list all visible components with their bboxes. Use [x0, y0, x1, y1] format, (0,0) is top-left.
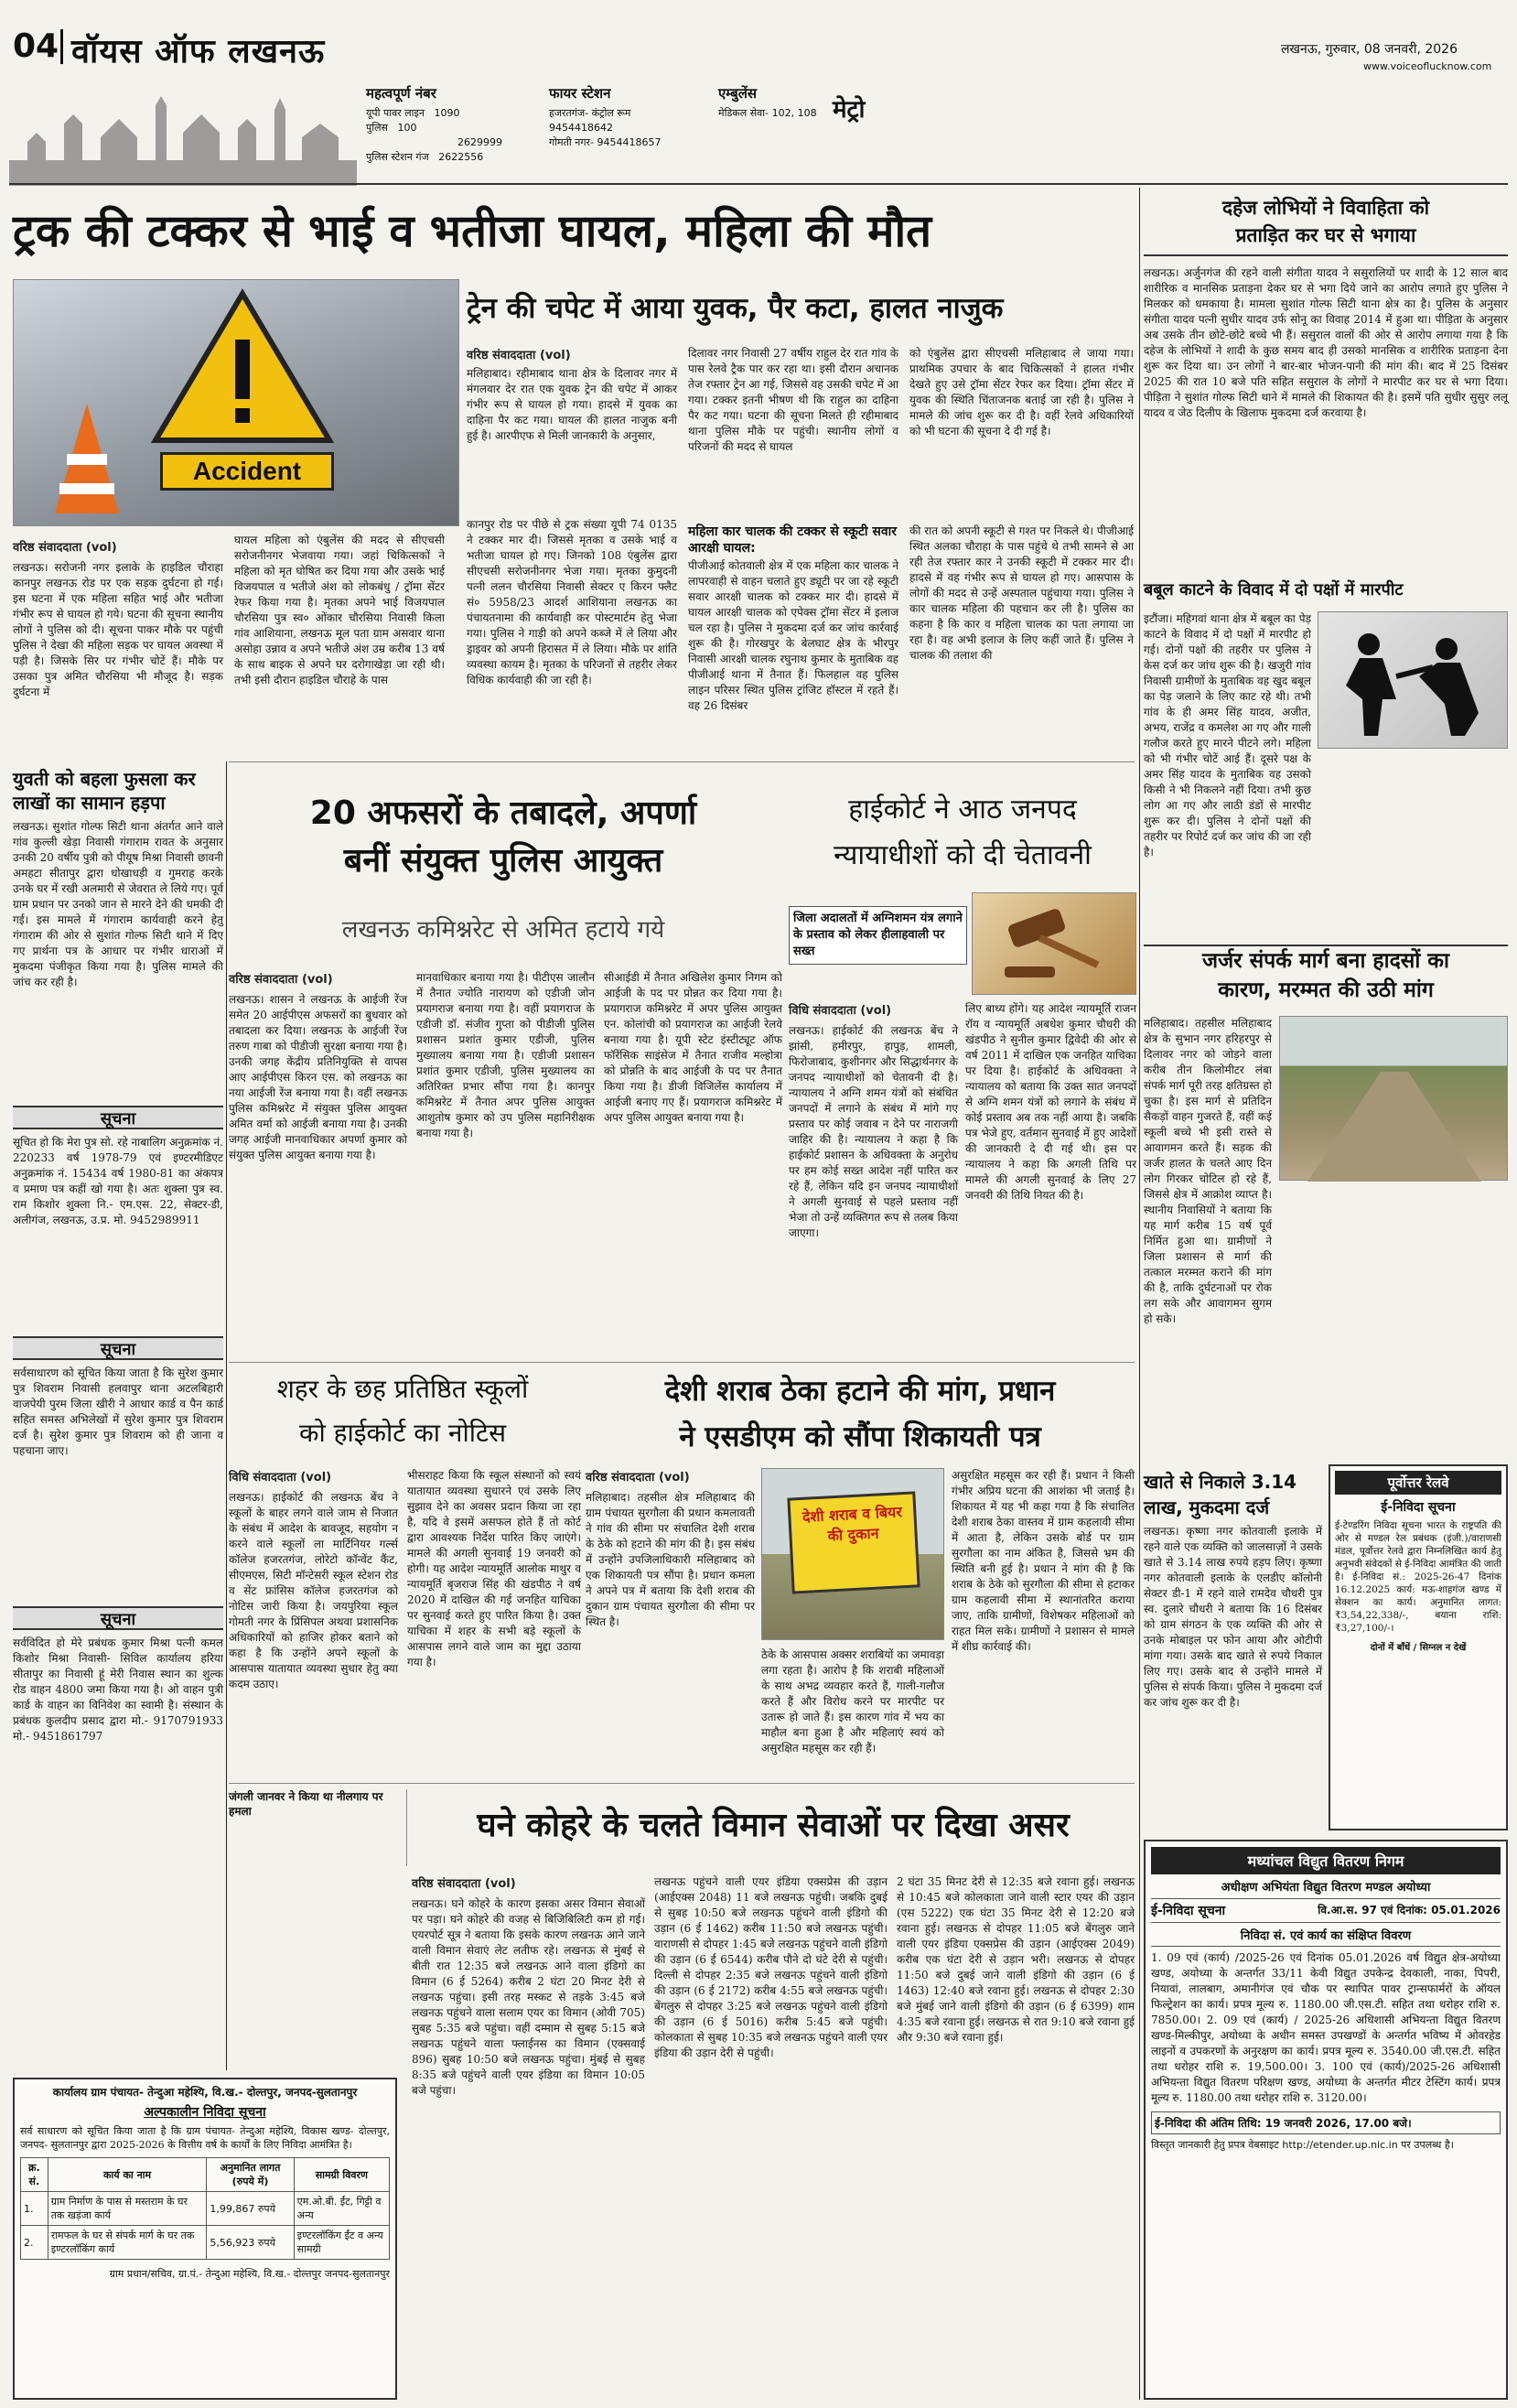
road-headline-box	[1144, 945, 1508, 1009]
column-rule	[226, 761, 227, 2070]
ambulance	[718, 84, 846, 121]
table-cell: रामफल के घर से संपर्क मार्ग के घर तक इण्टरलॉकिंग कार्य	[48, 2226, 207, 2260]
fog-col-2: लखनऊ पहुंचने वाली एयर इंडिया एक्सप्रेस की उड़ान (आईएक्स 2048) 11 बजे लखनऊ पहुंची। जबकि दुबई से सुबह 10:50 बजे लखनऊ पहुंचने वाली इंडिगो की उड़ान (6 ई 1462) करीब 11:50 बजे लखनऊ पहुंची। वाराणसी से दोपहर 1:45 बजे लखनऊ पहुंचने वाली इंडिगो की उड़ान (6 ई 6544) करीब पौने दो घंटे देरी से पहुंची। दिल्ली से दोपहर 2:35 बजे लखनऊ पहुंचने वाली इंडिगो की उड़ान (6 ई 2172) करीब 4:55 बजे लखनऊ पहुंची। बेंगलुरु से दोपहर 3:25 बजे लखनऊ पहुंचने वाली इंडिगो की उड़ान (6 ई 5016) करीब 5:45 बजे पहुंची। कोलकाता से सुबह 10:35 बजे लखनऊ पहुंचने वाली एयर इंडिया की उड़ान देरी से पहुंची।	[654, 1875, 888, 2059]
liquor-credit: वरिष्ठ संवाददाता (vol)	[586, 1471, 690, 1485]
railway-title: ई-निविदा सूचना	[1381, 1500, 1456, 1515]
hc-judges-credit: विधि संवाददाता (vol)	[789, 1004, 892, 1018]
schools-credit: विधि संवाददाता (vol)	[229, 1471, 332, 1485]
masthead-rule	[9, 183, 1508, 185]
tender-title: कार्यालय ग्राम पंचायत- तेन्दुआ महेश्यि, वि.ख.- दोल्तपुर, जनपद-सुलतानपुर	[52, 2086, 358, 2099]
tender-footer: ग्राम प्रधान/सचिव, ग्रा.पं.- तेन्दुआ महेश्यि, वि.ख.- दोल्तपुर जनपद-सुलतानपुर	[109, 2268, 390, 2280]
liquor-sign	[787, 1491, 920, 1593]
scooty-col-2: की रात को अपनी स्कूटी से गश्त पर निकले थे। पीजीआई स्थित अलका चौराहा के पास पहुंचे थे तभी सामने से आ रही तेज रफ्तार कार ने उनकी स्कूटी में टक्कर मार दी। हादसे में वह गंभीर रूप से घायल हो गए। आसपास के लोगों की मदद से उन्हें अस्पताल पहुंचाया गया। पुलिस ने कार चालक महिला की पहचान कर ली है। पुलिस का कहना है कि कार व महिला चालक का पता लगाया जा रहा है। वह अभी इलाज के लिए कहीं जाते हैं। पुलिस ने चालक की तलाश की	[909, 524, 1134, 662]
train-col-2: दिलावर नगर निवासी 27 वर्षीय राहुल देर रात गांव के पास रेलवे ट्रैक पार कर रहा था। इसी दौरान अचानक तेज रफ्तार ट्रेन आ गई, जिससे वह उसकी चपेट में आ गया। टक्कर इतनी भीषण थी कि राहुल का दाहिना पैर कट गया। घटना की सूचना मिलते ही रहीमाबाद थाना पुलिस मौके पर पहुंची। स्थानीय लोगों व परिजनों की मदद से घायल	[688, 347, 898, 453]
transfers-credit: वरिष्ठ संवाददाता (vol)	[229, 973, 333, 987]
dowry-headline-2: प्रताड़ित कर घर से भगाया	[1235, 224, 1416, 246]
lead-headline: ट्रक की टक्कर से भाई व भतीजा घायल, महिला की मौत	[13, 205, 932, 257]
power-foot: विस्तृत जानकारी हेतु प्रपत्र वेबसाइट http://etender.up.nic.in पर उपलब्ध है।	[1151, 2139, 1454, 2151]
scooty-headline: महिला कार चालक की टक्कर से स्कूटी सवार आरक्षी घायल:	[688, 524, 898, 556]
divider	[229, 1783, 1135, 1784]
warning-sign-icon	[151, 289, 334, 445]
section-name: मेट्रो	[833, 96, 866, 124]
train-col-1: मलिहाबाद। रहीमाबाद थाना क्षेत्र के दिलावर नगर में मंगलवार देर रात एक युवक ट्रेन की चपेट में आकर गंभीर रूप से घायल हो गया। हादसे में युवक का दाहिना पैर कट गया। घायल की हालत नाजुक बनी हुई है। आरपीएफ से मिली जानकारी के अनुसार,	[467, 367, 677, 442]
number-row: यूपी पावर लाइन 1090	[366, 107, 460, 119]
hc-judges-headline-2: न्यायाधीशों को दी चेतावनी	[834, 839, 1092, 871]
fog-col-1: लखनऊ। घने कोहरे के कारण इसका असर विमान सेवाओं पर पड़ा। घने कोहरे की वजह से बिजिबिलिटी कम हो गई। एयरपोर्ट सूत्र ने बताया कि इसके कारण लखनऊ आने जाने वाली विमान सेवाएं लेट लतीफ रहे। लखनऊ से मुंबई से बीती रात 12:35 बजे लखनऊ आने वाला इंडिगो का विमान (6 ई 5264) करीब 2 घंटा 20 मिनट देरी से लखनऊ पहुंचा। इसी तरह मस्कट से तड़के 3:45 बजे लखनऊ पहुंचने वाला सलाम एयर का विमान (ओवी 705) सुबह 5:35 बजे पहुंचा। वहीं दम्माम से सुबह 5:15 बजे लखनऊ पहुंचने वाला फ्लाईनस का विमान (एक्सवाई 896) सुबह 10:50 बजे लखनऊ पहुंचा। मुंबई से सुबह 8:35 बजे पहुंचने वाली एयर इंडिया का विमान 10:05 बजे पहुंचा।	[412, 1897, 645, 2097]
liquor-col-2: ठेके के आसपास अक्सर शराबियों का जमावड़ा लगा रहता है। आरोप है कि शराबी महिलाओं के साथ अभद्र व्यवहार करते हैं, गाली-गलौज करते हैं और विरोध करने पर मारपीट पर उतारू हो जाते हैं। इस कारण गांव में भय का माहौल बना हुआ है और महिलाएं स्वयं को असुरक्षित महसूस कर रही हैं।	[761, 1648, 944, 1755]
table-cell: ग्राम निर्माण के पास से मस्तराम के घर तक खड़ंजा कार्य	[48, 2192, 207, 2226]
liquor-shop-image	[761, 1468, 944, 1640]
transfers-subhead: लखनऊ कमिश्नरेट से अमित हटाये गये	[341, 916, 665, 944]
tender-col-header: सामग्री विवरण	[294, 2158, 389, 2192]
website: www.voiceoflucknow.com	[1363, 60, 1492, 72]
ambulance-title: एम्बुलेंस	[718, 85, 758, 102]
railway-body: ई-टेण्डरिंग निविदा सूचना भारत के राष्ट्रपति की ओर से मण्डल रेल प्रबंधक (इंजी.)/वाराणसी मंडल, पूर्वोत्तर रेलवे द्वारा निम्नलिखित कार्य हेतु अनुभवी संवेदकों से ई-निविदा आमंत्रित की जाती है। ई-निविदा सं.: 2025-26-47 दिनांक 16.12.2025 कार्य: मऊ-शाहगंज खण्ड में सेक्शन का कार्य। अनुमानित लागत: ₹3,54,22,338/-, बयाना राशि: ₹3,27,100/-।	[1335, 1520, 1501, 1634]
accident-image	[13, 279, 459, 526]
account-headline-2: लाख, मुकदमा दर्ज	[1144, 1496, 1270, 1518]
train-col-3: को एंबुलेंस द्वारा सीएचसी मलिहाबाद ले जाया गया। प्राथमिक उपचार के बाद चिकित्सकों ने हालत गंभीर देखते हुए उसे ट्रॉमा सेंटर रेफर कर दिया। ट्रॉमा सेंटर में युवक की स्थिति चिंताजनक बताई जा रही है। पुलिस ने मामले की जांच शुरू कर दी है। वहीं रेलवे अधिकारियों को भी घटना की सूचना दे दी गई है।	[909, 347, 1134, 437]
traffic-cone-icon	[50, 399, 124, 518]
railway-footer: दोनों में बाँधें / सिग्नल न देखें	[1370, 1643, 1467, 1653]
power-body: 1. 09 एवं (कार्य) /2025-26 एवं दिनांक 05.01.2026 वर्ष विद्युत क्षेत्र-अयोध्या खण्ड, अयोध्या के अन्तर्गत 33/11 केवी विद्युत उपकेन्द्र देवकाली, नाका, पिपरी, नियावां, लालबाग, अमानीगंज एवं चौक पर स्थापित पावर ट्रान्सफार्मरों के ऑयल फिल्ट्रेशन का कार्य। प्रपत्र मूल्य रु. 1180.00 जी.एस.टी. सहित तथा धरोहर राशि रु. 7850.00। 2. 09 एवं (कार्य) / 2025-26 अधिशासी अभियन्ता विद्युत वितरण खण्ड-मिल्कीपुर, अयोध्या के अधीन समस्त उपखण्डों के अन्तर्गत भविष्य में ओवरहेड लाइनों व उपकरणों के अनुरक्षण का कार्य। प्रपत्र मूल्य रु. 3540.00 जी.एस.टी. सहित तथा धरोहर राशि रु. 19,500.00। 3. 100 एवं (कार्य)/2025-26 अधिशासी अभियन्ता विद्युत वितरण परिक्षण खण्ड, अयोध्या के अन्तर्गत मीटर टेस्टिंग कार्य। प्रपत्र मूल्य रु. 1180.00 तथा धरोहर राशि रु. 3120.00।	[1151, 1951, 1501, 2104]
train-headline: ट्रेन की चपेट में आया युवक, पैर कटा, हालत नाजुक	[467, 292, 1004, 325]
column-rule	[1139, 188, 1140, 2400]
gavel-icon	[1000, 907, 1110, 980]
schools-col-1: लखनऊ। हाईकोर्ट की लखनऊ बेंच ने स्कूलों के बाहर लगने वाले जाम से निजात के संबंध में आदेश के बावजूद, सहयोग न करने वाले स्कूलों ला मार्टिनियर गर्ल्स कॉलेज हजरतगंज, लोरेटो कॉन्वेंट कैंट, सीएमएस, सिटी मॉन्टेसरी स्कूल स्टेशन रोड व सेंट फ्रांसिस कॉलेज हजरतगंज को नोटिस जारी किया है। जयपुरिया स्कूल गोमती नगर के प्रिंसिपल अथवा प्रशासनिक अधिकारियों को हाजिर होकर बताने को कहा है कि उन्होंने अपने स्कूलों के आसपास यातायात व्यवस्था सुधार हेतु क्या कदम उठाए।	[229, 1491, 398, 1690]
schools-headline-2: को हाईकोर्ट का नोटिस	[298, 1418, 507, 1448]
power-sub2: निविदा सं. एवं कार्य का संक्षिप्त विवरण	[1151, 1927, 1501, 1947]
liquor-col-1: मलिहाबाद। तहसील क्षेत्र मलिहाबाद की ग्राम पंचायत सुरगौला की प्रधान कमलावती ने गांव की सीमा पर संचालित देशी शराब के ठेके को हटाने की मांग की है। इस संबंध में उन्होंने उपजिलाधिकारी मलिहाबाद को एक शिकायती पत्र सौंपा है। प्रधान कमला ने अपने पत्र में बताया कि देशी शराब की दुकान ग्राम पंचायत सुरगौला की सीमा पर स्थित है।	[586, 1491, 755, 1628]
city-skyline-icon	[9, 87, 357, 186]
paper-name: वॉयस ऑफ लखनऊ	[71, 33, 326, 70]
number-row: पुलिस स्टेशन गंज 2622556	[366, 151, 484, 163]
fire-station-title: फायर स्टेशन	[549, 85, 611, 102]
liquor-headline-1: देशी शराब ठेका हटाने की मांग, प्रधान	[664, 1375, 1056, 1408]
notice-heading-2	[13, 1336, 223, 1360]
tender-col-header: क्र. सं.	[21, 2158, 48, 2192]
transfers-col-3: सीआईडी में तैनात अखिलेश कुमार निगम को आईजी के पद पर प्रोन्नत कर दिया गया है। प्रयागराज कमिश्नरेट में अपर पुलिस आयुक्त एन. कोलांची को प्रयागराज का आईजी रेलवे बनाया गया है। यूपी स्टेट इंस्टीट्यूट ऑफ फॉरेंसिक साइंसेज में तैनात राजीव मल्होत्रा को प्रोन्नति के बाद आईजी के पद पर तैनात किया गया है। डीजी विजिलेंस कार्यालय में आईजी बनाए गए हैं। प्रयागराज कमिश्नरेट में अपर पुलिस आयुक्त बनाया गया है।	[604, 971, 782, 1124]
important-numbers-title: महत्वपूर्ण नंबर	[366, 85, 436, 102]
lead-credit: वरिष्ठ संवाददाता (vol)	[13, 541, 117, 555]
tree-body: इटौंजा। महिगवां थाना क्षेत्र में बबूल का पेड़ काटने के विवाद में दो पक्षों में मारपीट हो गई। दोनों पक्षों की तहरीर पर पुलिस ने केस दर्ज कर जांच शुरू की है। खजुरी गांव निवासी ग्रामीणों के मुताबिक वह खुद बबूल का पेड़ जलाने के लिए काट रहे थी। तभी गांव के ही अमर सिंह यादव, अजीत, अभय, राजेंद्र व कमलेश आ गए और गाली गलौज करते हुए मारने पीटने लगे। महिला को भी गंभीर चोटें आई हैं। दूसरे पक्ष के अमर सिंह यादव के मुताबिक वह उसको किसी ने भी निकलने नहीं दिया। तभी कुछ लोग आ गए और लाठी डंडों से मारपीट शुरू कर दी। पुलिस ने दोनों पक्षों की तहरीर पर रिपोर्ट दर्ज कर जांच की जा रही है।	[1144, 612, 1311, 858]
tree-headline: बबूल काटने के विवाद में दो पक्षों में मारपीट	[1144, 580, 1404, 599]
tender-sub: अल्पकालीन निविदा सूचना	[144, 2105, 266, 2120]
fight-image	[1318, 611, 1508, 749]
table-cell: 1,99,867 रुपये	[207, 2192, 294, 2226]
liquor-col-3: असुरक्षित महसूस कर रही हैं। प्रधान ने किसी गंभीर अप्रिय घटना की आशंका भी जताई है। शिकायत में यह भी कहा गया है कि संचालित देशी शराब ठेका वास्तव में ग्राम कहलावी सीमा में आता है, लेकिन उसके बोर्ड पर ग्राम सुरगौला का नाम अंकित है, जिससे भ्रम की स्थिति बनी हुई है। प्रधान ने मांग की है कि शराब के ठेके को सुरगौला की सीमा से हटाकर ग्राम कहलावी सीमा में स्थानांतरित कराया जाए, ताकि ग्रामीणों, विशेषकर महिलाओं को राहत मिल सके। ग्रामीणों ने प्रशासन से मामले में शीघ्र कार्रवाई की।	[952, 1469, 1135, 1653]
tender-table	[20, 2157, 390, 2260]
notice-2: सर्वसाधारण को सूचित किया जाता है कि सुरेश कुमार पुत्र शिवराम निवासी हलवापुर थाना अटलबिहारी वाजपेयी पुरम जिला खीरी ने आधार कार्ड व पैन कार्ड सहित समस्त अभिलेखों में सुरेश कुमार पुत्र शिवराम दर्ज है। सुरेश कुमार पुत्र शिवराम को ही जाना व पहचाना जाए।	[13, 1366, 223, 1457]
dowry-headline-box	[1144, 194, 1508, 256]
power-sub: अधीक्षण अभियंता विद्युत वितरण मण्डल अयोध्या	[1221, 1881, 1431, 1895]
fire-station	[549, 84, 714, 150]
gavel-image	[972, 892, 1136, 995]
masthead-divider	[60, 29, 63, 64]
table-cell: इण्टरलॉकिंग ईंट व अन्य सामग्री	[294, 2226, 389, 2260]
table-cell: एम.ओ.बी. ईंट, गिट्टी व अन्य	[294, 2192, 389, 2226]
page-number: 04	[13, 27, 59, 65]
liquor-sign-text: देशी शराब व बियर की दुकान	[802, 1503, 903, 1545]
ambulance-line: मेडिकल सेवा- 102, 108	[718, 107, 817, 119]
transfers-headline-1: 20 अफसरों के तबादले, अपर्णा	[309, 794, 697, 832]
schools-col-2: भीसराहट किया कि स्कूल संस्थानों को स्वयं यातायात व्यवस्था सुधारने एवं उसके लिए सुझाव देने का अवसर प्रदान किया जा रहा है, यदि वे इसमें असफल होते हैं तो कोर्ट द्वारा आवश्यक निर्देश पारित किए जाएंगे। मामले की अगली सुनवाई 19 जनवरी को होगी। यह आदेश न्यायमूर्ति आलोक माथुर व न्यायमूर्ति बृजराज सिंह की खंडपीठ ने वर्ष 2020 में दाखिल की गई जनहित याचिका पर सुनवाई करते हुए पारित किया है। उक्त याचिका में शहर के सभी बड़े स्कूलों के आसपास लगने वाले जाम का मुद्दा उठाया गया है।	[407, 1469, 581, 1668]
scooty-col-1: पीजीआई कोतवाली क्षेत्र में एक महिला कार चालक ने लापरवाही से वाहन चलाते हुए ड्यूटी पर जा रहे स्कूटी सवार आरक्षी चालक को टक्कर मार दी। हादसे में घायल आरक्षी चालक को एपेक्स ट्रॉमा सेंटर में इलाज चल रहा है। पुलिस ने मुकदमा दर्ज कर जांच कार्रवाई शुरू की है। गोरखपुर के बेलघाट क्षेत्र के भीरपुर निवासी आरक्षी चालक रघुनाथ कुमार के मुताबिक वह पीजीआई थाना में तैनात हैं। फिलहाल वह पुलिस लाइन परिसर स्थित पुलिस ट्रांजिट हॉस्टल में रहते हैं। वह 26 दिसंबर	[688, 559, 898, 712]
accident-label: Accident	[160, 452, 334, 491]
promise-body: लखनऊ। सुशांत गोल्फ सिटी थाना अंतर्गत आने वाले गांव कुल्ली खेड़ा निवासी गंगाराम रावत के अनुसार उनकी 20 वर्षीय पुत्री को पीयूष मिश्रा निवासी छावनी अमहटा सीतापुर द्वारा धोखाधड़ी व गुमराह करके उनके घर में रखी अलमारी से जेवरात ले लिये गए। पूर्व ग्राम प्रधान पर उनको जान से मारने देने की धमकी दी गई। इस मामले में गंगाराम कार्यवाही करने हेतु गंगाराम की ओर से सुशांत गोल्फ सिटी थाने में दिए गए प्रार्थना पत्र के आधार पर गंभीर धाराओं में मुकदमा पंजीकृत किया गया है। पुलिस मामले की जांच कर रही है।	[13, 820, 223, 988]
transfers-col-2: मानवाधिकार बनाया गया है। पीटीएस जालौन में तैनात ज्योति नारायण को एडीजी जोन प्रयागराज बनाया गया है। वहीं प्रयागराज के एडीजी डॉ. संजीव गुप्ता को पीडीजी पुलिस प्रशासन प्रशांत कुमार एडीजी, पुलिस मुख्यालय बनाया गया है। एडीजी प्रशासन प्रशांत कुमार एडीजी, पुलिस मुख्यालय का अतिरिक्त प्रभार सौंपा गया है। कानपुर कमिश्नरेट में तैनात अपर पुलिस आयुक्त आशुतोष कुमार को उप पुलिस महानिरीक्षक बनाया गया है।	[416, 971, 595, 1139]
fog-credit: वरिष्ठ संवाददाता (vol)	[412, 1877, 516, 1891]
masthead	[0, 0, 1517, 188]
lead-col-1: लखनऊ। सरोजनी नगर इलाके के हाइडिल चौराहा कानपुर लखनऊ रोड पर एक सड़क दुर्घटना हो गई। इस घटना में एक महिला सहित भाई और भतीजा गंभीर रूप से घायल हो गये। घटना की सूचना स्थानीय लोगों ने पुलिस को दी। सूचना पाकर मौके पर पहुंची पुलिस ने देखा की महिला सड़क पर घायल अवस्था में पड़ी है। जिसके सिर पर गंभीर चोटें हैं। मौके पर उसका पुत्र अमित चौरसिया भी मौजूद है। सड़क दुर्घटना में	[13, 561, 223, 698]
promise-headline: युवती को बहला फुसला कर लाखों का सामान हड़पा	[13, 768, 196, 814]
hc-caption: जिला अदालतों में अग्निशमन यंत्र लगाने के प्रस्ताव को लेकर हीलाहवाली पर सख्त	[789, 906, 967, 965]
number-row: 2629999	[457, 136, 502, 148]
road-body-1: मलिहाबाद। तहसील मलिहाबाद क्षेत्र के सुभान नगर हरिहरपुर से दिलावर नगर को जोड़ने वाला करीब तीन किलोमीटर लंबा संपर्क मार्ग पूरी तरह क्षतिग्रस्त हो चुका है। इस मार्ग से प्रतिदिन सैकड़ों वाहन गुजरते हैं, वहीं कई स्कूली बच्चे भी इसी रास्ते से आवागमन करते हैं। सड़क की जर्जर हालत के चलते आए दिन लोग गिरकर चोटिल हो रहे हैं, जिससे क्षेत्र में आक्रोश व्याप्त है। स्थानीय निवासियों ने बताया कि यह मार्ग करीब 15 वर्ष पूर्व निर्मित हुआ था। ग्रामीणों ने जिला प्रशासन से मार्ग की तत्काल मरम्मत कराने की मांग की है, ताकि दुर्घटनाओं पर रोक लग सके और आवागमन सुगम हो सके।	[1144, 1017, 1272, 1325]
table-row	[21, 2192, 390, 2226]
divider	[229, 1362, 1135, 1363]
railway-org: पूर्वोत्तर रेलवे	[1335, 1471, 1501, 1495]
hc-judges-col-1: लखनऊ। हाईकोर्ट की लखनऊ बेंच ने झांसी, हमीरपुर, हापुड़, शामली, फिरोजाबाद, कुशीनगर और सिद्धार्थनगर के जनपद न्यायाधीशों को चेतावनी दी है। न्यायालय ने अग्नि शमन यंत्रों को संबंधित जनपदों में लगाने के संबंध में मांगे गए प्रस्ताव पर कोई जवाब न देने पर नाराजगी जाहिर की है। न्यायालय ने कहा है कि हाईकोर्ट प्रशासन के अधिवक्ता के अनुरोध पर हम कोई सख्त आदेश नहीं पारित कर रहे हैं, लेकिन यदि इन जनपद न्यायाधीशों ने अगली सुनवाई से पहले प्रस्ताव नहीं भेजा तो उन्हें व्यक्तिगत रूप से तलब किया जाएगा।	[789, 1024, 958, 1239]
table-row	[21, 2226, 390, 2260]
panchayat-tender-notice	[13, 2078, 397, 2400]
notice-1: सूचित हो कि मेरा पुत्र सो. रहे नाबालिग अनुक्रमांक नं. 220233 वर्ष 1978-79 एवं इण्टरमीडिएट अनुक्रमांक नं. 15434 वर्ष 1980-81 का अंकपत्र व प्रमाण पत्र कहीं खो गया है। अतः शुक्ला पुत्र स्व. राम किशोर शुक्ला नि.- एम.एस. 22, सेक्टर-डी, अलीगंज, लखनऊ, उ.प्र. मो. 9452989911	[13, 1136, 223, 1226]
tender-table-header	[21, 2158, 390, 2192]
power-title: ई-निविदा सूचना	[1151, 1904, 1226, 1918]
table-cell: 5,56,923 रुपये	[207, 2226, 294, 2260]
transfers-col-1: लखनऊ। शासन ने लखनऊ के आईजी रेंज समेत 20 आईपीएस अफसरों का बुधवार को तबादला कर दिया। लखनऊ के आईजी रेंज तरुण गाबा को पीडीजी सुरक्षा बनाया गया है। उनकी जगह केंद्रीय प्रतिनियुक्ति से वापस आए आईपीएस किरन एस. को लखनऊ का नया आईजी रेंज बनाया गया है। वहीं लखनऊ पुलिस कमिश्नरेट में संयुक्त पुलिस आयुक्त अमित वर्मा को आईजी बनाया गया है। उनकी जगह आईजी मानवाधिकार अपर्णा कुमार को संयुक्त पुलिस आयुक्त बनाया गया है।	[229, 993, 407, 1161]
dowry-headline-1: दहेज लोभियों ने विवाहिता को	[1221, 197, 1430, 219]
important-numbers	[366, 84, 540, 165]
notice-title: सूचना	[100, 1610, 136, 1629]
table-cell: 1.	[21, 2192, 48, 2226]
fire-line: 9454418642	[549, 122, 613, 134]
fog-col-3: 2 घंटा 35 मिनट देरी से 12:35 बजे रवाना हुई। लखनऊ से 10:45 बजे कोलकाता जाने वाली स्टार एयर की उड़ान (एस 5222) एक घंटा 35 मिनट देरी से 12:20 बजे रवाना हुई। लखनऊ से दोपहर 11:05 बजे बेंगलुरु जाने वाली एयर इंडिया एक्सप्रेस की उड़ान (आईएक्स 2049) करीब एक घंटा देरी से उड़ान भरी। लखनऊ से दोपहर 11:50 बजे दुबई जाने वाली इंडिगो की उड़ान (6 ई 1463) 12:40 बजे रवाना हुई। लखनऊ से दोपहर 2:30 बजे मुंबई जाने वाली इंडिगो की उड़ान (6 ई 6399) शाम 4:35 बजे रवाना हुई। लखनऊ से रात 9:10 बजे रवाना हुई और 9:30 बजे रवाना हुई।	[897, 1875, 1135, 2044]
railway-tender-notice	[1329, 1464, 1508, 1830]
hc-judges-headline-1: हाईकोर्ट ने आठ जनपद	[848, 794, 1077, 826]
tender-col-header: अनुमानित लागत (रुपये में)	[207, 2158, 294, 2192]
table-cell: 2.	[21, 2226, 48, 2260]
power-ref: वि.आ.स. 97 एवं दिनांक: 05.01.2026	[1318, 1904, 1501, 1917]
fire-line: हजरतगंज- कंट्रोल रूम	[549, 107, 631, 119]
notice-3: सर्वविदित हो मेरे प्रबंधक कुमार मिश्रा पत्नी कमल किशोर मिश्रा निवासी- सिविल कार्यालय हरिया सीतापुर का निवासी हूं मेरी निवास स्थान का शुल्क रोड वाहन 4800 जमा किया गया है। ओ वाहन पुत्री कार्ड के वाहन का विनिवेश का स्वामी है। संस्थान के प्रबंधक कुलदीप प्रसाद द्वारा मो.- 9170791933 मो.- 9451861797	[13, 1636, 223, 1743]
issue-date: लखनऊ, गुरुवार, 08 जनवरी, 2026	[1281, 42, 1458, 57]
lead-col-2: घायल महिला को एंबुलेंस की मदद से सीएचसी सरोजनीनगर भेजवाया गया। जहां चिकित्सकों ने महिला को मृत घोषित कर दिया गया और उसके भाई विजयपाल व भतीजे अंश को लोकबंधु / ट्रॉमा सेंटर रेफर किया गया है। मृतका अपने भाई विजयपाल चौरसिया पुत्र स्व० ओंकार चौरसिया निवासी किला गांव आशियाना, लखनऊ मूल पता ग्राम असवार थाना असोहा उन्नाव व अपने भतीजे अंश उम्र करीब 13 वर्ष के साथ बाइक से अपने घर दरोगाखेड़ा जा रही थी। तभी इसी दौरान हाइडिल चौराहे के पास	[234, 534, 445, 686]
notice-title: सूचना	[100, 1109, 136, 1128]
dowry-body: लखनऊ। अर्जुनगंज की रहने वाली संगीता यादव ने ससुरालियों पर शादी के 12 साल बाद शारीरिक व मानसिक प्रताड़ना देकर घर से भगा दिये जाने का आरोप लगाते हुए पुलिस ने मिलकर को धमकाया है। मामला सुशांत गोल्फ सिटी थाना क्षेत्र का है। पुलिस के अनुसार संगीता यादव पत्नी सुधीर यादव उर्फ सोनू का विवाह 2014 में हुआ था। पीड़िता के अनुसार अब उसके तीन छोटे-छोटे बच्चे भी हैं। ससुराल वालों की ओर से आरोप लगाया गया है कि दहेज के लोभियों ने शादी के कुछ समय बाद ही उसको मानसिक व शारीरिक प्रताड़ना देना शुरू कर दिया था। उन लोगों ने बार-बार भोजन-पानी की मांग की। बाद में 25 दिसंबर 2025 की रात 10 बजे पति सहित ससुराल के लोगों ने मारपीट कर घर से भगा दिया। पीड़िता ने सुशांत गोल्फ सिटी थाने में मामले की शिकायत की है। इसमें पति सुधीर सुसुर ललू यादव व जेठ दिलीप के खिलाफ मुकदमा दर्ज करवाया है।	[1144, 266, 1508, 419]
road-icon	[1280, 1072, 1509, 1182]
number-row: पुलिस 100	[366, 122, 417, 134]
train-credit: वरिष्ठ संवाददाता (vol)	[467, 349, 571, 362]
account-headline-1: खाते से निकाले 3.14	[1144, 1471, 1297, 1493]
notice-heading-1	[13, 1106, 223, 1129]
road-headline-1: जर्जर संपर्क मार्ग बना हादसों का	[1202, 949, 1449, 973]
schools-headline-1: शहर के छह प्रतिष्ठित स्कूलों	[276, 1374, 529, 1404]
fire-line: गोमती नगर- 9454418657	[549, 136, 662, 148]
tender-col-header: कार्य का नाम	[48, 2158, 207, 2192]
power-tender-notice	[1144, 1840, 1508, 2400]
power-deadline: ई-निविदा की अंतिम तिथि: 19 जनवरी 2026, 17.00 बजे।	[1151, 2111, 1501, 2134]
divider	[229, 761, 1135, 762]
lead-col-3: कानपुर रोड पर पीछे से ट्रक संख्या यूपी 74 0135 ने टक्कर मार दी। जिससे मृतका व उसके भाई व भतीजा घायल हो गए। जिनको 108 एंबुलेंस द्वारा सीएचसी सरोजनीनगर भेजा गया। मृतका कुमुदनी पत्नी ललन चौरसिया निवासी सेक्टर ए किरन फ्लैट सं० 5958/23 आदर्श आशियाना लखनऊ का पंचायतनामा की कार्यवाही कर पोस्टमार्टम हेतु भेजा गया। पुलिस ने गाड़ी को अपने कब्जे में ले लिया और ड्राइवर को अपनी हिरासत में ले लिया। मौके पर शांति व्यवस्था कायम है। मृतका के परिजनों से तहरीर लेकर विधिक कार्यवाही की जा रही है।	[467, 518, 677, 686]
account-body: लखनऊ। कृष्णा नगर कोतवाली इलाके में रहने वाले एक व्यक्ति को जालसाज़ों ने उसके खाते से 3.14 लाख रुपये हड़प लिए। कृष्णा नगर कोतवाली इलाके के एलडीए कॉलोनी सेक्टर डी-1 में रहने वाले रामदेव चौधरी पुत्र स्व. दुलारे चौधरी ने बताया कि 16 दिसंबर को ग्राम संगठन के एक व्यक्ति की ओर से उनके मोबाइल पर फोन आया और ओटीपी मांगा गया। उसके बाद खाते से रुपये निकाल लिए गए। उसके बाद से उन्होंने मामले में पुलिस से संपर्क किया। पुलिस ने मुकदमा दर्ज कर जांच शुरू कर दी है।	[1144, 1525, 1322, 1709]
road-headline-2: कारण, मरम्मत की उठी मांग	[1218, 978, 1434, 1002]
fight-silhouette-icon	[1328, 621, 1501, 740]
fog-headline: घने कोहरे के चलते विमान सेवाओं पर दिखा असर	[477, 1807, 1070, 1844]
fog-side-story: जंगली जानवर ने किया था नीलगाय पर हमला	[229, 1789, 407, 1866]
road-body-2	[1144, 1222, 1508, 1460]
hc-judges-col-2: लिए बाध्य होंगे। यह आदेश न्यायमूर्ति राजन रॉय व न्यायमूर्ति अबधेश कुमार चौधरी की खंडपीठ ने सुनील कुमार द्विवेदी की ओर से वर्ष 2011 में दाखिल एक जनहित याचिका पर दिया है। हाईकोर्ट के अधिवक्ता ने न्यायालय को बताया कि उक्त सात जनपदों से अग्नि शमन यंत्रों को लगाने के संबंध में कोई प्रस्ताव अब तक नहीं आया है। जबकि पत्र भेजे हुए, वर्तमान सुनवाई में हुए आदेशों की जानकारी दे दी गई थी। इस पर न्यायालय ने कहा कि अगली तिथि पर मामले की अगली सुनवाई के लिए 27 जनवरी की तिथि नियत की है।	[965, 1002, 1136, 1202]
transfers-headline-2: बनीं संयुक्त पुलिस आयुक्त	[343, 842, 663, 880]
liquor-headline-2: ने एसडीएम को सौंपा शिकायती पत्र	[679, 1420, 1041, 1453]
power-org: मध्यांचल विद्युत वितरण निगम	[1151, 1847, 1501, 1874]
notice-title: सूचना	[100, 1340, 136, 1359]
road-image	[1279, 1016, 1508, 1181]
tender-line: सर्व साधारण को सूचित किया जाता है कि ग्राम पंचायत- तेन्दुआ महेश्यि, विकास खण्ड- दोल्तपुर, जनपद- सुलतानपुर द्वारा 2025-2026 के वित्तीय वर्ष के कार्यों के लिए निविदा आमंत्रित है।	[20, 2125, 390, 2151]
notice-heading-3	[13, 1606, 223, 1630]
